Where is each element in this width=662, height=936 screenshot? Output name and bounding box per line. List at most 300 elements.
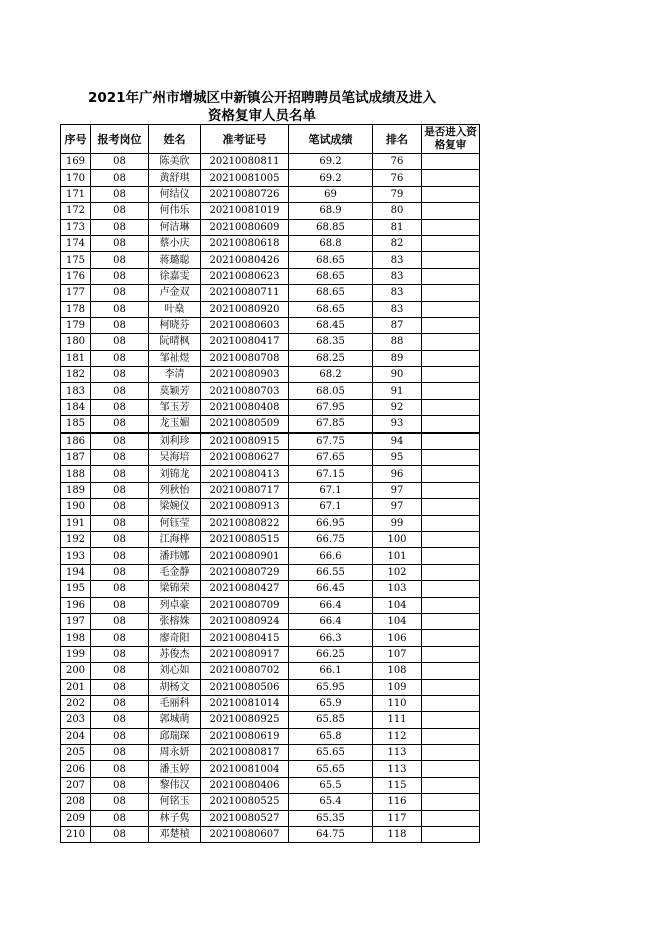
cell-review <box>422 630 480 646</box>
cell-score: 66.4 <box>289 597 373 613</box>
cell-score: 66.55 <box>289 564 373 580</box>
cell-exam-id: 20210080515 <box>201 531 289 547</box>
cell-index: 182 <box>61 367 91 383</box>
cell-index: 193 <box>61 548 91 564</box>
cell-exam-id: 20210081004 <box>201 761 289 777</box>
cell-review <box>422 367 480 383</box>
cell-name: 蒋璐聪 <box>149 252 201 268</box>
cell-review <box>422 646 480 662</box>
cell-index: 173 <box>61 219 91 235</box>
cell-score: 68.2 <box>289 367 373 383</box>
cell-index: 174 <box>61 235 91 251</box>
cell-review <box>422 482 480 498</box>
cell-name: 胡杨文 <box>149 679 201 695</box>
cell-position: 08 <box>91 186 149 202</box>
cell-rank: 94 <box>373 433 422 450</box>
cell-exam-id: 20210080415 <box>201 630 289 646</box>
cell-position: 08 <box>91 367 149 383</box>
cell-rank: 80 <box>373 203 422 219</box>
table-row <box>61 630 480 646</box>
cell-rank: 111 <box>373 712 422 728</box>
cell-review <box>422 794 480 810</box>
cell-index: 198 <box>61 630 91 646</box>
cell-exam-id: 20210080913 <box>201 499 289 515</box>
cell-name: 卢金双 <box>149 285 201 301</box>
cell-score: 66.25 <box>289 646 373 662</box>
cell-position: 08 <box>91 761 149 777</box>
cell-exam-id: 20210080408 <box>201 399 289 415</box>
table-row <box>61 350 480 366</box>
cell-index: 176 <box>61 268 91 284</box>
cell-exam-id: 20210080925 <box>201 712 289 728</box>
table-row <box>61 252 480 268</box>
cell-review <box>422 350 480 366</box>
cell-exam-id: 20210080623 <box>201 268 289 284</box>
cell-index: 207 <box>61 777 91 793</box>
table-header-row <box>61 125 480 154</box>
cell-review <box>422 433 480 450</box>
cell-name: 邓楚楨 <box>149 827 201 843</box>
header-review: 是否进入资格复审 <box>422 125 480 154</box>
cell-name: 梁婉仪 <box>149 499 201 515</box>
page-title-line2: 资格复审人员名单 <box>208 108 316 124</box>
cell-review <box>422 597 480 613</box>
table-row <box>61 531 480 547</box>
cell-name: 苏俊杰 <box>149 646 201 662</box>
cell-rank: 82 <box>373 235 422 251</box>
cell-position: 08 <box>91 399 149 415</box>
cell-review <box>422 416 480 433</box>
cell-position: 08 <box>91 728 149 744</box>
cell-rank: 112 <box>373 728 422 744</box>
cell-score: 67.75 <box>289 433 373 450</box>
cell-rank: 106 <box>373 630 422 646</box>
cell-review <box>422 317 480 333</box>
cell-name: 何伟乐 <box>149 203 201 219</box>
cell-position: 08 <box>91 268 149 284</box>
cell-rank: 83 <box>373 268 422 284</box>
cell-index: 184 <box>61 399 91 415</box>
cell-name: 李清 <box>149 367 201 383</box>
results-table <box>60 124 480 843</box>
table-row <box>61 219 480 235</box>
cell-score: 64.75 <box>289 827 373 843</box>
cell-exam-id: 20210080729 <box>201 564 289 580</box>
cell-exam-id: 20210080915 <box>201 433 289 450</box>
table-row <box>61 581 480 597</box>
cell-score: 67.1 <box>289 482 373 498</box>
cell-position: 08 <box>91 450 149 466</box>
cell-position: 08 <box>91 515 149 531</box>
cell-index: 185 <box>61 416 91 433</box>
cell-position: 08 <box>91 350 149 366</box>
cell-rank: 97 <box>373 482 422 498</box>
cell-exam-id: 20210080609 <box>201 219 289 235</box>
cell-score: 68.65 <box>289 252 373 268</box>
cell-name: 邹祉煜 <box>149 350 201 366</box>
cell-position: 08 <box>91 203 149 219</box>
cell-exam-id: 20210080822 <box>201 515 289 531</box>
cell-rank: 118 <box>373 827 422 843</box>
cell-position: 08 <box>91 301 149 317</box>
cell-index: 181 <box>61 350 91 366</box>
cell-rank: 100 <box>373 531 422 547</box>
cell-review <box>422 663 480 679</box>
header-rank: 排名 <box>373 125 422 154</box>
table-row <box>61 613 480 629</box>
cell-rank: 91 <box>373 383 422 399</box>
cell-rank: 83 <box>373 285 422 301</box>
table-row <box>61 810 480 826</box>
table-row <box>61 235 480 251</box>
cell-exam-id: 20210080924 <box>201 613 289 629</box>
table-row <box>61 695 480 711</box>
cell-review <box>422 399 480 415</box>
cell-exam-id: 20210080506 <box>201 679 289 695</box>
cell-review <box>422 695 480 711</box>
cell-position: 08 <box>91 383 149 399</box>
cell-position: 08 <box>91 679 149 695</box>
table-row <box>61 597 480 613</box>
cell-review <box>422 564 480 580</box>
cell-rank: 104 <box>373 613 422 629</box>
cell-index: 171 <box>61 186 91 202</box>
cell-score: 66.1 <box>289 663 373 679</box>
cell-index: 203 <box>61 712 91 728</box>
cell-review <box>422 450 480 466</box>
cell-score: 68.65 <box>289 301 373 317</box>
header-exam-id: 准考证号 <box>201 125 289 154</box>
cell-review <box>422 301 480 317</box>
cell-score: 65.8 <box>289 728 373 744</box>
cell-review <box>422 499 480 515</box>
cell-exam-id: 20210080627 <box>201 450 289 466</box>
cell-position: 08 <box>91 285 149 301</box>
cell-rank: 76 <box>373 154 422 170</box>
cell-position: 08 <box>91 334 149 350</box>
cell-review <box>422 515 480 531</box>
cell-name: 毛丽科 <box>149 695 201 711</box>
cell-exam-id: 20210080717 <box>201 482 289 498</box>
cell-score: 65.5 <box>289 777 373 793</box>
cell-index: 187 <box>61 450 91 466</box>
cell-exam-id: 20210080417 <box>201 334 289 350</box>
cell-position: 08 <box>91 317 149 333</box>
cell-score: 66.95 <box>289 515 373 531</box>
cell-name: 梁锦荣 <box>149 581 201 597</box>
cell-score: 68.9 <box>289 203 373 219</box>
cell-exam-id: 20210080917 <box>201 646 289 662</box>
cell-index: 194 <box>61 564 91 580</box>
cell-position: 08 <box>91 695 149 711</box>
cell-position: 08 <box>91 745 149 761</box>
cell-position: 08 <box>91 499 149 515</box>
cell-position: 08 <box>91 794 149 810</box>
cell-index: 196 <box>61 597 91 613</box>
cell-exam-id: 20210080903 <box>201 367 289 383</box>
cell-name: 吴海培 <box>149 450 201 466</box>
table-row <box>61 646 480 662</box>
cell-score: 67.95 <box>289 399 373 415</box>
cell-index: 201 <box>61 679 91 695</box>
table-row <box>61 482 480 498</box>
cell-rank: 116 <box>373 794 422 810</box>
cell-exam-id: 20210080426 <box>201 252 289 268</box>
cell-score: 69.2 <box>289 170 373 186</box>
cell-name: 邱瑞琛 <box>149 728 201 744</box>
cell-index: 205 <box>61 745 91 761</box>
table-row <box>61 515 480 531</box>
cell-position: 08 <box>91 466 149 482</box>
cell-name: 莫颖芳 <box>149 383 201 399</box>
cell-score: 65.65 <box>289 761 373 777</box>
cell-name: 刘心如 <box>149 663 201 679</box>
cell-index: 208 <box>61 794 91 810</box>
cell-rank: 99 <box>373 515 422 531</box>
cell-exam-id: 20210081019 <box>201 203 289 219</box>
cell-name: 黄舒琪 <box>149 170 201 186</box>
cell-position: 08 <box>91 630 149 646</box>
table-row <box>61 317 480 333</box>
cell-name: 毛金静 <box>149 564 201 580</box>
cell-position: 08 <box>91 564 149 580</box>
cell-exam-id: 20210080708 <box>201 350 289 366</box>
cell-index: 179 <box>61 317 91 333</box>
cell-review <box>422 827 480 843</box>
table-row <box>61 433 480 450</box>
cell-index: 189 <box>61 482 91 498</box>
cell-position: 08 <box>91 416 149 433</box>
cell-exam-id: 20210080509 <box>201 416 289 433</box>
table-row <box>61 154 480 170</box>
cell-rank: 113 <box>373 761 422 777</box>
table-row <box>61 466 480 482</box>
cell-exam-id: 20210080527 <box>201 810 289 826</box>
cell-index: 169 <box>61 154 91 170</box>
cell-exam-id: 20210080702 <box>201 663 289 679</box>
table-row <box>61 416 480 433</box>
cell-name: 潘玉婷 <box>149 761 201 777</box>
cell-rank: 96 <box>373 466 422 482</box>
table-row <box>61 367 480 383</box>
cell-score: 69.2 <box>289 154 373 170</box>
cell-score: 67.1 <box>289 499 373 515</box>
cell-review <box>422 613 480 629</box>
table-row <box>61 712 480 728</box>
cell-position: 08 <box>91 235 149 251</box>
table-row <box>61 383 480 399</box>
cell-score: 66.3 <box>289 630 373 646</box>
cell-index: 197 <box>61 613 91 629</box>
cell-name: 何铭玉 <box>149 794 201 810</box>
cell-rank: 110 <box>373 695 422 711</box>
cell-exam-id: 20210080618 <box>201 235 289 251</box>
cell-position: 08 <box>91 219 149 235</box>
cell-position: 08 <box>91 827 149 843</box>
cell-name: 徐嘉雯 <box>149 268 201 284</box>
cell-score: 68.65 <box>289 285 373 301</box>
cell-index: 204 <box>61 728 91 744</box>
cell-index: 186 <box>61 433 91 450</box>
table-row <box>61 399 480 415</box>
cell-name: 龙玉媚 <box>149 416 201 433</box>
cell-score: 67.85 <box>289 416 373 433</box>
cell-review <box>422 548 480 564</box>
cell-review <box>422 268 480 284</box>
header-index: 序号 <box>61 125 91 154</box>
cell-score: 67.65 <box>289 450 373 466</box>
cell-index: 210 <box>61 827 91 843</box>
cell-index: 188 <box>61 466 91 482</box>
table-row <box>61 203 480 219</box>
cell-review <box>422 285 480 301</box>
cell-score: 66.45 <box>289 581 373 597</box>
cell-index: 209 <box>61 810 91 826</box>
table-row <box>61 268 480 284</box>
header-position: 报考岗位 <box>91 125 149 154</box>
cell-score: 69 <box>289 186 373 202</box>
cell-rank: 102 <box>373 564 422 580</box>
table-row <box>61 745 480 761</box>
cell-index: 191 <box>61 515 91 531</box>
cell-review <box>422 531 480 547</box>
cell-index: 180 <box>61 334 91 350</box>
table-row <box>61 679 480 695</box>
cell-index: 200 <box>61 663 91 679</box>
cell-name: 郭城萌 <box>149 712 201 728</box>
cell-rank: 117 <box>373 810 422 826</box>
cell-position: 08 <box>91 712 149 728</box>
cell-exam-id: 20210080901 <box>201 548 289 564</box>
cell-score: 65.85 <box>289 712 373 728</box>
cell-rank: 108 <box>373 663 422 679</box>
cell-review <box>422 712 480 728</box>
cell-review <box>422 679 480 695</box>
cell-position: 08 <box>91 482 149 498</box>
cell-exam-id: 20210080619 <box>201 728 289 744</box>
cell-score: 65.65 <box>289 745 373 761</box>
cell-position: 08 <box>91 810 149 826</box>
cell-rank: 89 <box>373 350 422 366</box>
cell-rank: 92 <box>373 399 422 415</box>
page-title-line1: 2021年广州市增城区中新镇公开招聘聘员笔试成绩及进入 <box>87 90 437 106</box>
cell-position: 08 <box>91 646 149 662</box>
cell-score: 66.4 <box>289 613 373 629</box>
cell-score: 68.45 <box>289 317 373 333</box>
cell-review <box>422 170 480 186</box>
cell-rank: 109 <box>373 679 422 695</box>
cell-position: 08 <box>91 252 149 268</box>
cell-name: 陈美欣 <box>149 154 201 170</box>
cell-review <box>422 334 480 350</box>
cell-name: 邹玉芳 <box>149 399 201 415</box>
cell-name: 黎伟汉 <box>149 777 201 793</box>
cell-score: 68.05 <box>289 383 373 399</box>
cell-review <box>422 761 480 777</box>
table-row <box>61 761 480 777</box>
cell-name: 何钰莹 <box>149 515 201 531</box>
cell-rank: 115 <box>373 777 422 793</box>
table-row <box>61 170 480 186</box>
cell-rank: 87 <box>373 317 422 333</box>
cell-exam-id: 20210080603 <box>201 317 289 333</box>
cell-score: 67.15 <box>289 466 373 482</box>
cell-rank: 83 <box>373 301 422 317</box>
cell-name: 柯晓芬 <box>149 317 201 333</box>
header-name: 姓名 <box>149 125 201 154</box>
cell-index: 177 <box>61 285 91 301</box>
cell-index: 206 <box>61 761 91 777</box>
cell-exam-id: 20210080817 <box>201 745 289 761</box>
cell-score: 66.6 <box>289 548 373 564</box>
table-row <box>61 564 480 580</box>
cell-rank: 83 <box>373 252 422 268</box>
cell-score: 65.35 <box>289 810 373 826</box>
cell-review <box>422 219 480 235</box>
cell-exam-id: 20210080711 <box>201 285 289 301</box>
cell-exam-id: 20210080427 <box>201 581 289 597</box>
cell-name: 阮晴枫 <box>149 334 201 350</box>
cell-index: 172 <box>61 203 91 219</box>
cell-name: 何结仪 <box>149 186 201 202</box>
cell-exam-id: 20210080726 <box>201 186 289 202</box>
cell-score: 68.25 <box>289 350 373 366</box>
cell-index: 175 <box>61 252 91 268</box>
table-row <box>61 548 480 564</box>
cell-name: 蔡小庆 <box>149 235 201 251</box>
cell-name: 林子隽 <box>149 810 201 826</box>
table-row <box>61 450 480 466</box>
table-row <box>61 777 480 793</box>
cell-position: 08 <box>91 613 149 629</box>
cell-rank: 76 <box>373 170 422 186</box>
cell-name: 刘利珍 <box>149 433 201 450</box>
table-row <box>61 334 480 350</box>
cell-review <box>422 203 480 219</box>
cell-rank: 97 <box>373 499 422 515</box>
cell-index: 190 <box>61 499 91 515</box>
cell-rank: 90 <box>373 367 422 383</box>
cell-rank: 81 <box>373 219 422 235</box>
cell-position: 08 <box>91 663 149 679</box>
cell-exam-id: 20210080525 <box>201 794 289 810</box>
table-row <box>61 499 480 515</box>
cell-rank: 88 <box>373 334 422 350</box>
cell-name: 张榕姝 <box>149 613 201 629</box>
cell-rank: 107 <box>373 646 422 662</box>
header-score: 笔试成绩 <box>289 125 373 154</box>
cell-name: 潘玮娜 <box>149 548 201 564</box>
cell-position: 08 <box>91 597 149 613</box>
cell-position: 08 <box>91 170 149 186</box>
cell-rank: 79 <box>373 186 422 202</box>
cell-exam-id: 20210080709 <box>201 597 289 613</box>
table-row <box>61 285 480 301</box>
cell-name: 江海桦 <box>149 531 201 547</box>
table-row <box>61 794 480 810</box>
cell-name: 列卓豪 <box>149 597 201 613</box>
cell-score: 65.9 <box>289 695 373 711</box>
cell-position: 08 <box>91 548 149 564</box>
cell-exam-id: 20210080811 <box>201 154 289 170</box>
cell-name: 刘锦龙 <box>149 466 201 482</box>
cell-rank: 104 <box>373 597 422 613</box>
cell-rank: 101 <box>373 548 422 564</box>
cell-review <box>422 466 480 482</box>
table-row <box>61 186 480 202</box>
cell-name: 何洁琳 <box>149 219 201 235</box>
cell-exam-id: 20210080413 <box>201 466 289 482</box>
